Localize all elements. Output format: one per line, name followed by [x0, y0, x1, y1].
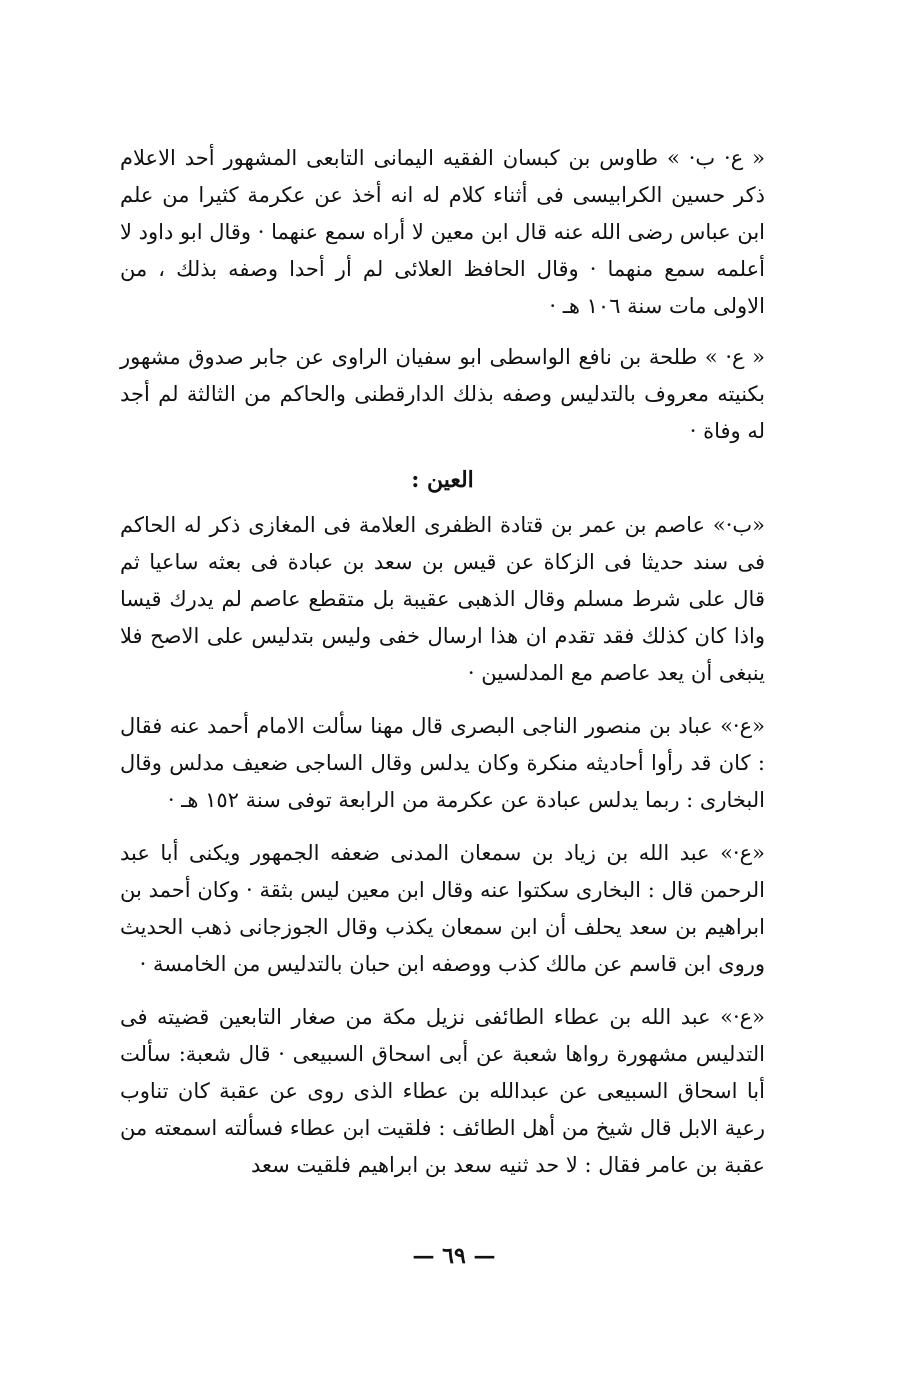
paragraph-talha: « ع· » طلحة بن نافع الواسطى ابو سفيان الراوى عن جابر صدوق مشهور بكنيته معروف بالتدليس وصفه بذلك الدارقطنى والحاكم من الثالثة لم أجد له وفاة ·: [120, 345, 765, 443]
paragraph-tawus: « ع· ب· » طاوس بن كبسان الفقيه اليمانى التابعى المشهور أحد الاعلام ذكر حسين الكرابيسى فى أثناء كلام له انه أخذ عن عكرمة كثيرا من علم ابن عباس رضى الله عنه قال ابن معين لا أراه سمع عنهما · وقال ابو داود لا أعلمه سمع منهما · وقال الحافظ العلائى لم أر أحدا وصفه بذلك ، من الاولى مات سنة ١٠٦ هـ ·: [120, 146, 765, 318]
page-number: — ٦٩ —: [412, 1243, 496, 1269]
paragraph-abdullah-ziyad: «ع·» عبد الله بن زياد بن سمعان المدنى ضعفه الجمهور ويكنى أبا عبد الرحمن قال : البخارى سكتوا عنه وقال ابن معين ليس بثقة · وكان أحمد بن ابراهيم بن سعد يحلف أن ابن سمعان يكذب وقال الجوزجانى ذهب الحديث وروى ابن قاسم عن مالك كذب ووصفه ابن حبان بالتدليس من الخامسة ·: [120, 841, 765, 976]
paragraph-abbad: «ع·» عباد بن منصور الناجى البصرى قال مهنا سألت الامام أحمد عنه فقال : كان قد رأوا أحاديثه منكرة وكان يدلس وقال الساجى ضعيف مدلس وقال البخارى : ربما يدلس عبادة عن عكرمة من الرابعة توفى سنة ١٥٢ هـ ·: [120, 714, 765, 812]
paragraph-asim: «ب·» عاصم بن عمر بن قتادة الظفرى العلامة فى المغازى ذكر له الحاكم فى سند حديثا فى الزكاة عن قيس بن سعد بن عبادة فى بعثه ساعيا ثم قال على شرط مسلم وقال الذهبى عقيبة بل متقطع عاصم لم يدرك قيسا واذا كان كذلك فقد تقدم ان هذا ارسال خفى وليس بتدليس على الاصح فلا ينبغى أن يعد عاصم مع المدلسين ·: [120, 513, 765, 685]
paragraph-abdullah-ata: «ع·» عبد الله بن عطاء الطائفى نزيل مكة من صغار التابعين قضيته فى التدليس مشهورة رواها شعبة عن أبى اسحاق السبيعى · قال شعبة: سألت أبا اسحاق السبيعى عن عبدالله بن عطاء الذى روى عن عقبة كان تناوب رعية الابل قال شيخ من أهل الطائف : فلقيت ابن عطاء فسألته اسمعته من عقبة بن عامر فقال : لا حد ثنيه سعد بن ابراهيم فلقيت سعد: [120, 1005, 765, 1177]
section-heading: العين :: [411, 467, 474, 493]
page-body: [120, 140, 765, 1184]
